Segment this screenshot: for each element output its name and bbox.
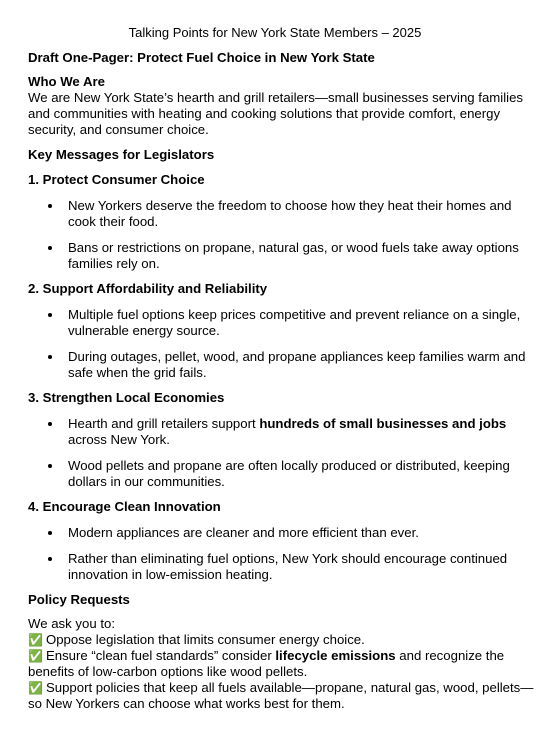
section-heading: 4. Encourage Clean Innovation [28, 499, 221, 514]
bullet-item [28, 240, 540, 272]
section-heading: 3. Strengthen Local Economies [28, 390, 225, 405]
text-segment: Bans or restrictions on propane, natural gas, or wood fuels take away options families rely on. [68, 240, 519, 271]
bullet-item [28, 198, 540, 230]
text-segment: Oppose legislation that limits consumer energy choice. [45, 632, 365, 647]
text-segment: During outages, pellet, wood, and propane appliances keep families warm and safe when the grid fails. [68, 349, 526, 380]
text-segment: Modern appliances are cleaner and more efficient than ever. [68, 525, 419, 540]
bullet-item [28, 307, 540, 339]
bullet-dot-icon [48, 313, 52, 317]
who-we-are-heading: Who We Are [28, 74, 105, 89]
bullet-item [28, 525, 540, 541]
bullet-dot-icon [48, 422, 52, 426]
text-segment: Multiple fuel options keep prices competitive and prevent reliance on a single, vulnerable energy source. [68, 307, 521, 338]
bullet-list [28, 307, 540, 381]
text-segment: Rather than eliminating fuel options, New York should encourage continued innovation in low-emission heating. [68, 551, 508, 582]
text-segment: across New York. [68, 432, 170, 447]
key-messages-heading: Key Messages for Legislators [28, 147, 215, 162]
policy-request-item [28, 680, 540, 712]
policy-request-list [28, 632, 540, 712]
text-segment: Wood pellets and propane are often locally produced or distributed, keeping dollars in our communities. [68, 458, 510, 489]
bullet-dot-icon [48, 464, 52, 468]
key-message-sections [28, 163, 540, 583]
policy-requests-heading: Policy Requests [28, 592, 130, 607]
bullet-list [28, 198, 540, 272]
text-segment: and recognize the benefits of low-carbon options like wood pellets. [28, 648, 505, 679]
text-segment: Hearth and grill retailers support [68, 416, 260, 431]
emphasis-text: lifecycle emissions [275, 648, 396, 663]
text-segment: New Yorkers deserve the freedom to choose how they heat their homes and cook their food. [68, 198, 512, 229]
bullet-item [28, 416, 540, 448]
bullet-item [28, 551, 540, 583]
bullet-dot-icon [48, 355, 52, 359]
bullet-item [28, 458, 540, 490]
emphasis-text: hundreds of small businesses and jobs [259, 416, 507, 431]
bullet-dot-icon [48, 531, 52, 535]
checkmark-icon: ✅ [28, 633, 43, 647]
bullet-list [28, 525, 540, 583]
policy-request-item [28, 632, 540, 648]
bullet-list [28, 416, 540, 490]
text-segment: Ensure “clean fuel standards” consider [45, 648, 276, 663]
page-heading: Draft One-Pager: Protect Fuel Choice in New York State [28, 50, 375, 65]
checkmark-icon: ✅ [28, 681, 43, 695]
bullet-item [28, 349, 540, 381]
bullet-dot-icon [48, 557, 52, 561]
checkmark-icon: ✅ [28, 649, 43, 663]
bullet-dot-icon [48, 204, 52, 208]
document-title: Talking Points for New York State Members – 2025 [128, 25, 422, 40]
bullet-dot-icon [48, 246, 52, 250]
section-heading: 2. Support Affordability and Reliability [28, 281, 268, 296]
section-heading: 1. Protect Consumer Choice [28, 172, 205, 187]
policy-intro: We ask you to: [28, 616, 115, 631]
who-we-are-text: We are New York State’s hearth and grill retailers—small businesses serving families and communities with heating and cooking solutions that provide comfort, energy security, and consumer choice. [28, 90, 523, 137]
policy-request-item [28, 648, 540, 680]
text-segment: Support policies that keep all fuels available—propane, natural gas, wood, pellets—so New Yorkers can choose what works best for them. [28, 680, 534, 711]
document-body [28, 50, 540, 712]
